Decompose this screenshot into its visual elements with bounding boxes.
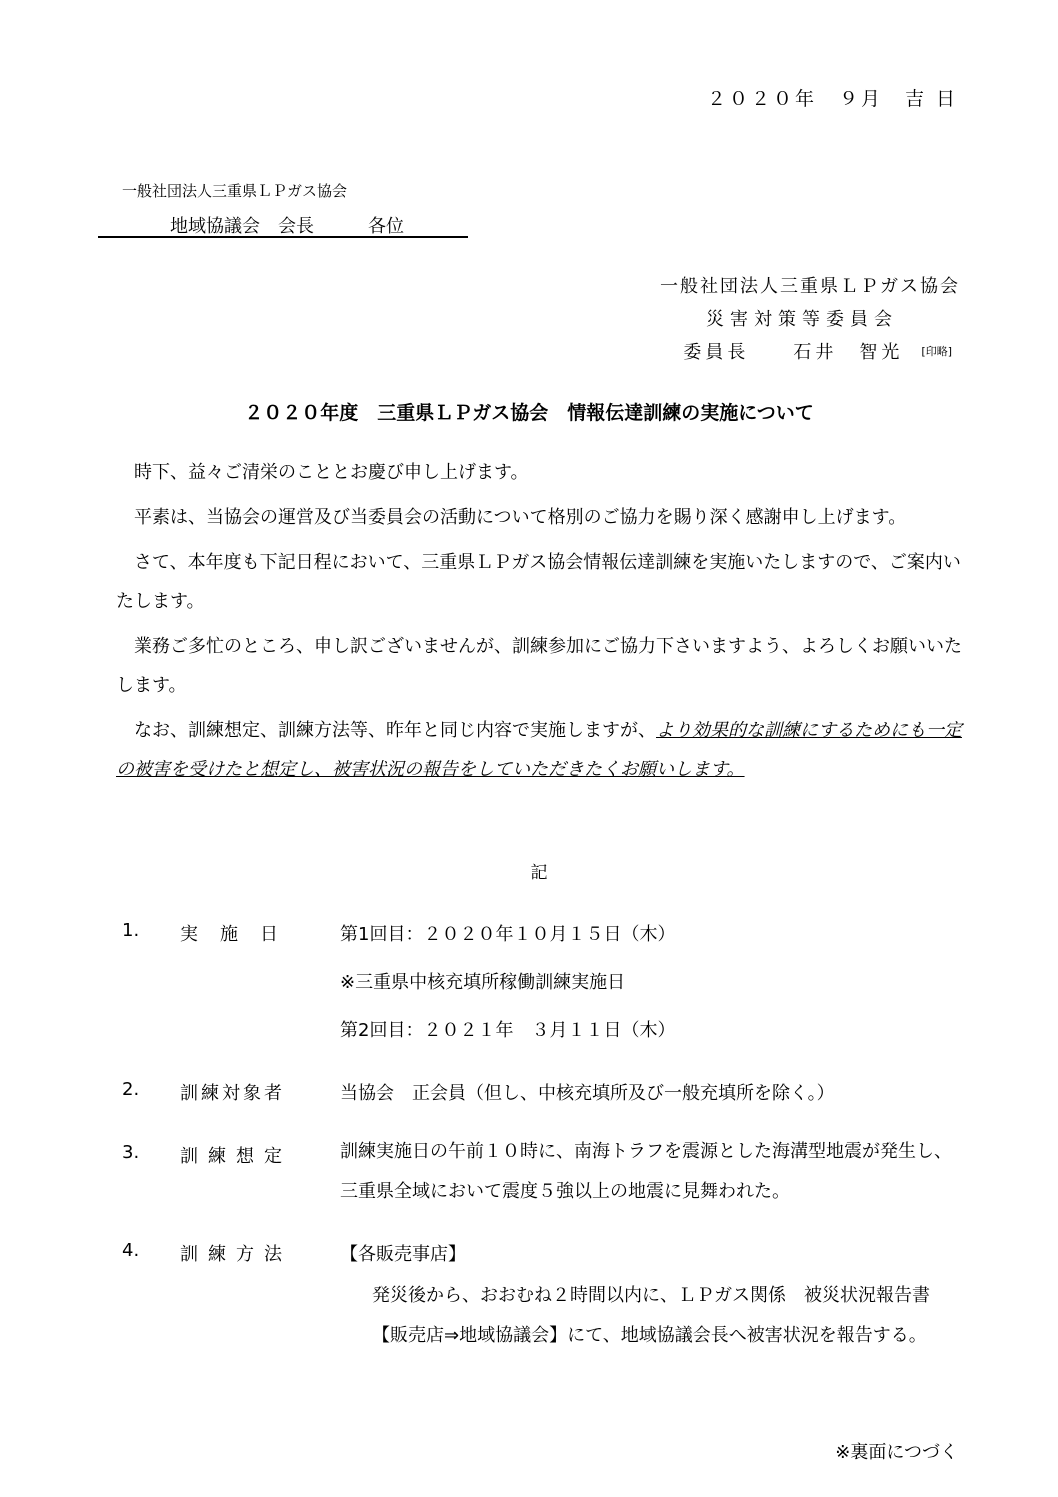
body-paragraph-2: 平素は、当協会の運営及び当委員会の活動について格別のご協力を賜り深く感謝申し上げます。 bbox=[134, 507, 907, 528]
sender-name: 委員長 石井 智光 bbox=[683, 342, 904, 363]
item-4-value: 【各販売事店】 bbox=[340, 1244, 466, 1265]
item-3-label: 訓練想定 bbox=[180, 1146, 292, 1167]
recipient-underline bbox=[98, 236, 468, 238]
body-paragraph-5-plain: なお、訓練想定、訓練方法等、昨年と同じ内容で実施しますが、 bbox=[134, 720, 656, 741]
body-paragraph-5 bbox=[116, 711, 962, 789]
body-paragraph-1: 時下、益々ご清栄のこととお慶び申し上げます。 bbox=[134, 462, 529, 483]
recipient-organization: 一般社団法人三重県ＬＰガス協会 bbox=[122, 182, 348, 200]
item-4-detail: 発災後から、おおむね２時間以内に、ＬＰガス関係 被災状況報告書【販売店⇒地域協議会】にて、地域協議会長へ被害状況を報告する。 bbox=[372, 1285, 930, 1346]
sender-committee: 災害対策等委員会 bbox=[706, 309, 898, 330]
item-4-label: 訓練方法 bbox=[180, 1244, 292, 1265]
continued-note: ※裏面につづく bbox=[835, 1442, 958, 1463]
item-2-value: 当協会 正会員（但し、中核充填所及び一般充填所を除く。） bbox=[340, 1083, 835, 1104]
document-body bbox=[116, 453, 962, 795]
item-4-number: 4. bbox=[122, 1240, 140, 1261]
recipient: 地域協議会 会長 各位 bbox=[170, 216, 404, 237]
item-1-value: 第1回目：２０２０年１０月１５日（木） bbox=[340, 924, 676, 945]
item-3-value: 訓練実施日の午前１０時に、南海トラフを震源とした海溝型地震が発生し、三重県全域において震度５強以上の地震に見舞われた。 bbox=[340, 1141, 952, 1202]
item-1-note: ※三重県中核充填所稼働訓練実施日 bbox=[340, 972, 626, 993]
document-title: ２０２０年度 三重県ＬＰガス協会 情報伝達訓練の実施について bbox=[244, 402, 814, 424]
item-1-label: 実施日 bbox=[180, 924, 300, 945]
sender-person bbox=[683, 338, 952, 364]
document-date: ２０２０年 ９月 吉 日 bbox=[706, 88, 958, 110]
body-paragraph-5-emphasis: より効果的な訓練にするためにも一定の被害を受けたと想定し、被害状況の報告をしていただきたくお願いします。 bbox=[116, 720, 962, 780]
item-2-number: 2. bbox=[122, 1079, 140, 1100]
item-1-number: 1. bbox=[122, 920, 140, 941]
item-3-number: 3. bbox=[122, 1142, 140, 1163]
body-paragraph-4: 業務ご多忙のところ、申し訳ございませんが、訓練参加にご協力下さいますよう、よろしくお願いいたします。 bbox=[116, 636, 962, 696]
body-paragraph-3: さて、本年度も下記日程において、三重県ＬＰガス協会情報伝達訓練を実施いたしますので、ご案内いたします。 bbox=[116, 552, 961, 612]
item-1-value-2: 第2回目：２０２１年 ３月１１日（木） bbox=[340, 1020, 676, 1041]
seal-note: [印略] bbox=[921, 345, 952, 358]
ki-heading: 記 bbox=[530, 863, 548, 883]
sender-organization: 一般社団法人三重県ＬＰガス協会 bbox=[660, 276, 960, 297]
item-2-label: 訓練対象者 bbox=[180, 1083, 285, 1104]
